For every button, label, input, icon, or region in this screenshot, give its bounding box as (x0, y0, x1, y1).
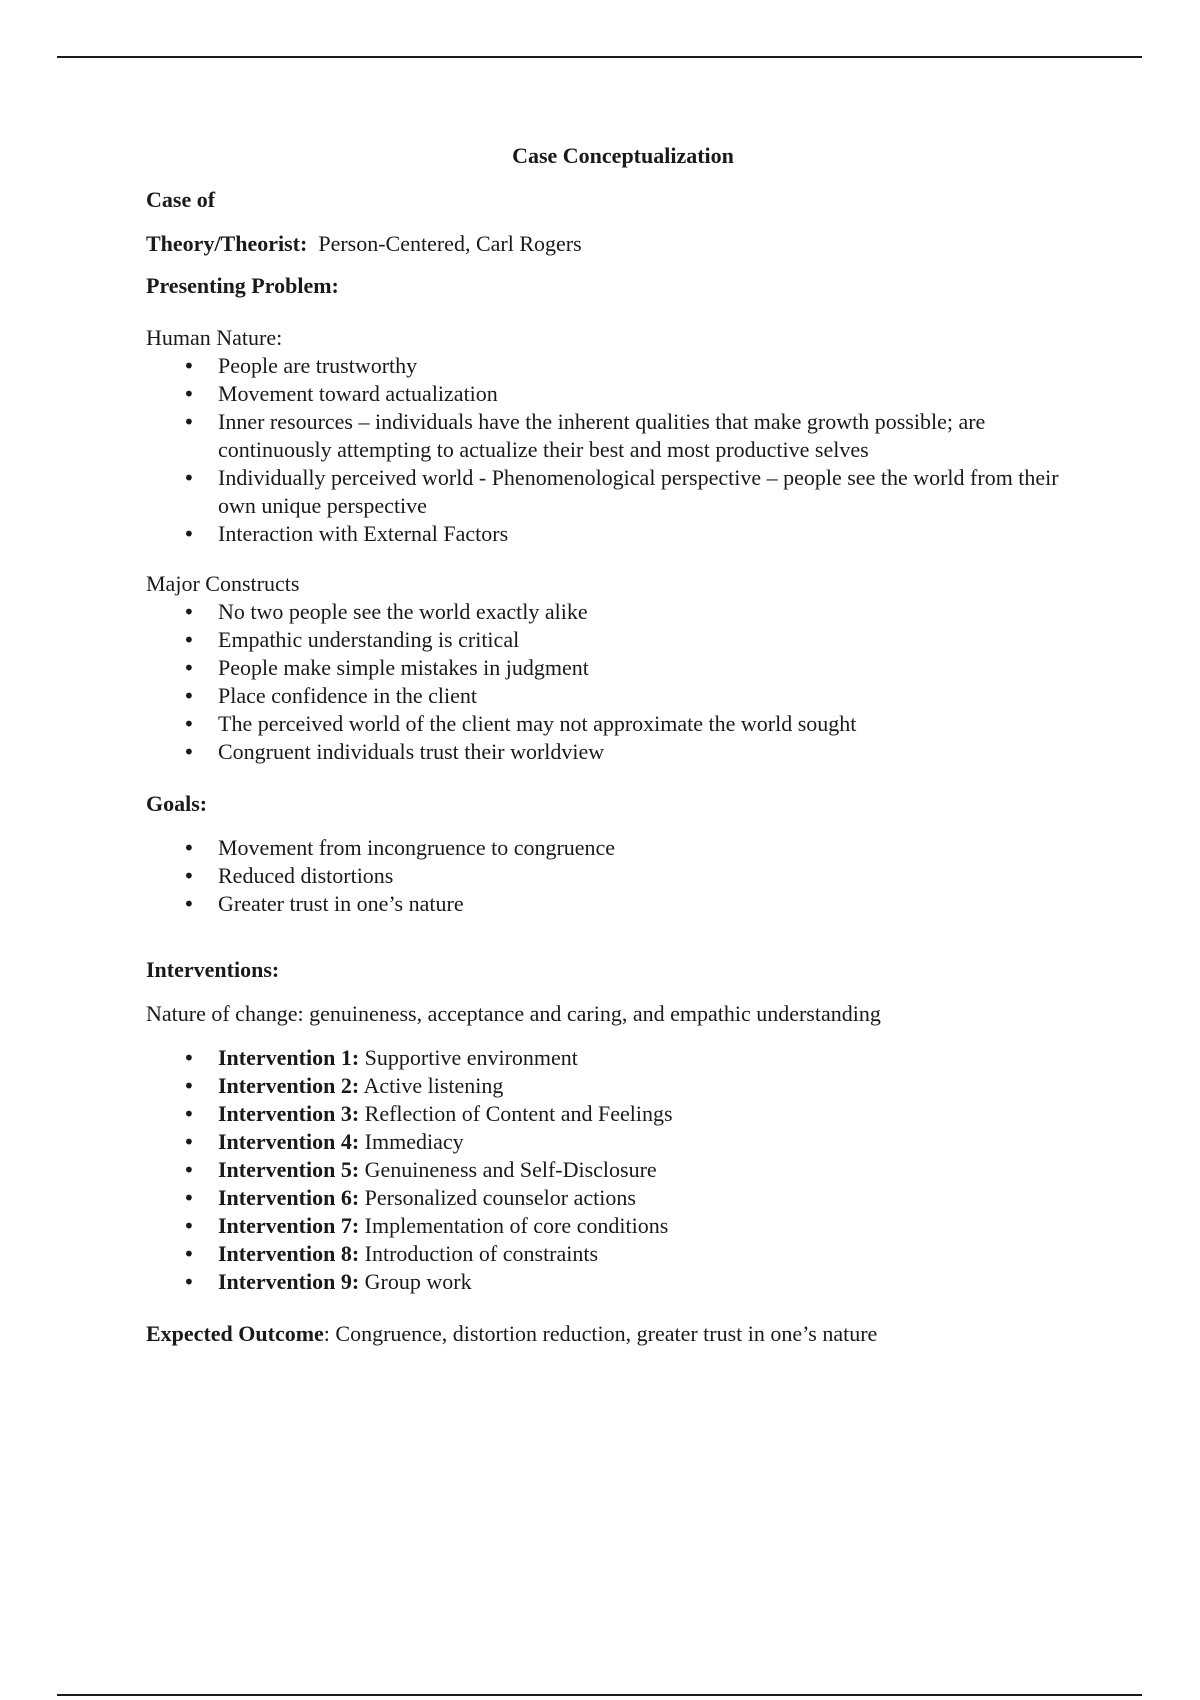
document-title: Case Conceptualization (512, 143, 734, 168)
goals-heading: Goals: (146, 791, 208, 816)
interventions-list (146, 1044, 1086, 1296)
intervention-text: Personalized counselor actions (364, 1185, 636, 1210)
major-constructs-heading: Major Constructs (146, 571, 300, 596)
intervention-label: Intervention 7: (218, 1213, 360, 1238)
list-item: • People make simple mistakes in judgment (146, 654, 1086, 682)
intervention-item (146, 1184, 1086, 1212)
intervention-text: Introduction of constraints (364, 1241, 599, 1266)
intervention-item (146, 1268, 1086, 1296)
intervention-text: Genuineness and Self-Disclosure (364, 1157, 657, 1182)
list-item: • People are trustworthy (146, 352, 1086, 380)
list-item: • Individually perceived world - Phenomenological perspective – people see the world from their own unique perspective (146, 464, 1086, 520)
expected-outcome-label: Expected Outcome (146, 1321, 324, 1346)
list-item: • Inner resources – individuals have the inherent qualities that make growth possible; are continuously attempting to actualize their best and most productive selves (146, 408, 1086, 464)
footer-rule (57, 1694, 1142, 1696)
intervention-label: Intervention 1: (218, 1045, 360, 1070)
list-item: • Reduced distortions (146, 862, 1086, 890)
intervention-label: Intervention 5: (218, 1157, 360, 1182)
interventions-heading: Interventions: (146, 957, 280, 982)
intervention-label: Intervention 6: (218, 1185, 360, 1210)
list-item: • Greater trust in one’s nature (146, 890, 1086, 918)
intervention-text: Active listening (363, 1073, 504, 1098)
case-of-label: Case of (146, 187, 216, 212)
intervention-text: Reflection of Content and Feelings (364, 1101, 673, 1126)
intervention-item (146, 1156, 1086, 1184)
intervention-item (146, 1044, 1086, 1072)
intervention-item (146, 1100, 1086, 1128)
intervention-text: Immediacy (364, 1129, 464, 1154)
document-body (146, 142, 1086, 1348)
intervention-label: Intervention 2: (218, 1073, 360, 1098)
intervention-text: Group work (364, 1269, 472, 1294)
human-nature-list (146, 352, 1086, 548)
intervention-text: Implementation of core conditions (364, 1213, 669, 1238)
theory-value: Person-Centered, Carl Rogers (318, 231, 582, 256)
list-item: • Movement toward actualization (146, 380, 1086, 408)
header-rule (57, 56, 1142, 58)
list-item: • The perceived world of the client may not approximate the world sought (146, 710, 1086, 738)
list-item: • Congruent individuals trust their worldview (146, 738, 1086, 766)
human-nature-heading: Human Nature: (146, 325, 283, 350)
theory-field (146, 230, 1086, 258)
list-item: • Empathic understanding is critical (146, 626, 1086, 654)
list-item: • No two people see the world exactly alike (146, 598, 1086, 626)
intervention-label: Intervention 3: (218, 1101, 360, 1126)
list-item: • Interaction with External Factors (146, 520, 1086, 548)
presenting-problem-label: Presenting Problem: (146, 273, 339, 298)
list-item: • Movement from incongruence to congruence (146, 834, 1086, 862)
intervention-label: Intervention 4: (218, 1129, 360, 1154)
intervention-item (146, 1240, 1086, 1268)
intervention-item (146, 1072, 1086, 1100)
intervention-label: Intervention 9: (218, 1269, 360, 1294)
list-item: • Place confidence in the client (146, 682, 1086, 710)
expected-outcome (146, 1320, 1086, 1348)
intervention-text: Supportive environment (364, 1045, 578, 1070)
intervention-label: Intervention 8: (218, 1241, 360, 1266)
major-constructs-list (146, 598, 1086, 766)
intervention-item (146, 1128, 1086, 1156)
intervention-item (146, 1212, 1086, 1240)
goals-list (146, 834, 1086, 918)
theory-label: Theory/Theorist: (146, 231, 308, 256)
nature-of-change: Nature of change: genuineness, acceptance and caring, and empathic understanding (146, 1001, 881, 1026)
expected-outcome-value: : Congruence, distortion reduction, greater trust in one’s nature (323, 1321, 878, 1346)
